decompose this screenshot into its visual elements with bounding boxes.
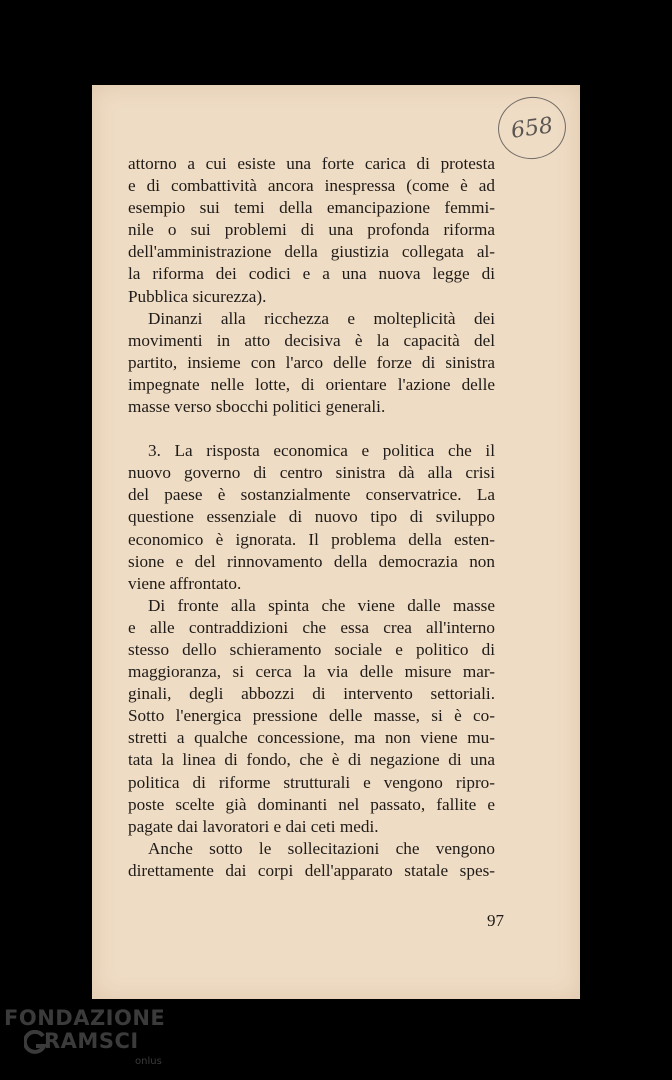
paragraph xyxy=(128,838,495,882)
text-line: poste scelte già dominanti nel passato, fallite e xyxy=(128,794,495,814)
text-line: questione essenziale di nuovo tipo di sviluppo xyxy=(128,507,495,527)
paragraph xyxy=(128,153,495,308)
text-line: partito, insieme con l'arco delle forze di sinistra xyxy=(128,352,495,372)
text-line: e alle contraddizioni che essa crea all'interno xyxy=(128,617,495,637)
text-line: Di fronte alla spinta che viene dalle masse xyxy=(148,595,495,615)
text-line: e di combattività ancora inespressa (come è ad xyxy=(128,176,495,196)
text-line: pagate dai lavoratori e dai ceti medi. xyxy=(128,816,379,836)
text-line: masse verso sbocchi politici generali. xyxy=(128,397,386,417)
paragraph-gap xyxy=(128,418,495,440)
paragraph xyxy=(128,440,495,595)
text-line: esempio sui temi della emancipazione femmi- xyxy=(128,198,495,218)
text-line: dell'amministrazione della giustizia collegata al- xyxy=(128,242,495,262)
logo-line-3: onlus xyxy=(135,1056,162,1067)
logo-g-icon xyxy=(24,1030,46,1056)
text-line: tata la linea di fondo, che è di negazione di una xyxy=(128,750,495,770)
text-line: impegnate nelle lotte, di orientare l'azione delle xyxy=(128,374,495,394)
text-line: nile o sui problemi di una profonda riforma xyxy=(128,220,495,240)
text-line: movimenti in atto decisiva è la capacità del xyxy=(128,330,495,350)
text-line: economico è ignorata. Il problema della esten- xyxy=(128,529,495,549)
text-line: Sotto l'energica pressione delle masse, si è co- xyxy=(128,706,495,726)
body-text xyxy=(128,153,495,882)
page-number: 97 xyxy=(487,911,504,930)
text-line: sione e del rinnovamento della democrazia non xyxy=(128,551,495,571)
text-line: stretti a qualche concessione, ma non viene mu- xyxy=(128,728,495,748)
text-line: 3. La risposta economica e politica che il xyxy=(148,441,495,461)
text-line: stesso dello schieramento sociale e politico di xyxy=(128,639,495,659)
text-line: la riforma dei codici e a una nuova legge di xyxy=(128,264,495,284)
text-line: ginali, degli abbozzi di intervento settoriali. xyxy=(128,684,495,704)
text-line: direttamente dai corpi dell'apparato statale spes- xyxy=(128,860,495,880)
logo-line-1: FONDAZIONE xyxy=(4,1006,166,1030)
logo-line-2: RAMSCI xyxy=(44,1029,139,1053)
text-line: Anche sotto le sollecitazioni che vengono xyxy=(148,838,495,858)
text-line: attorno a cui esiste una forte carica di protesta xyxy=(128,154,495,173)
text-line: maggioranza, si cerca la via delle misure mar- xyxy=(128,662,495,682)
paragraph xyxy=(128,595,495,838)
text-line: del paese è sostanzialmente conservatrice. La xyxy=(128,485,495,505)
text-line: viene affrontato. xyxy=(128,573,242,593)
archive-stamp xyxy=(494,93,570,164)
text-line: Dinanzi alla ricchezza e molteplicità dei xyxy=(148,308,495,328)
archive-stamp-number: 658 xyxy=(509,112,555,144)
book-page xyxy=(92,85,580,999)
fondazione-gramsci-logo xyxy=(4,1006,204,1078)
text-line: nuovo governo di centro sinistra dà alla crisi xyxy=(128,463,495,483)
text-line: politica di riforme strutturali e vengono ripro- xyxy=(128,772,495,792)
text-line: Pubblica sicurezza). xyxy=(128,286,267,306)
paragraph xyxy=(128,308,495,418)
